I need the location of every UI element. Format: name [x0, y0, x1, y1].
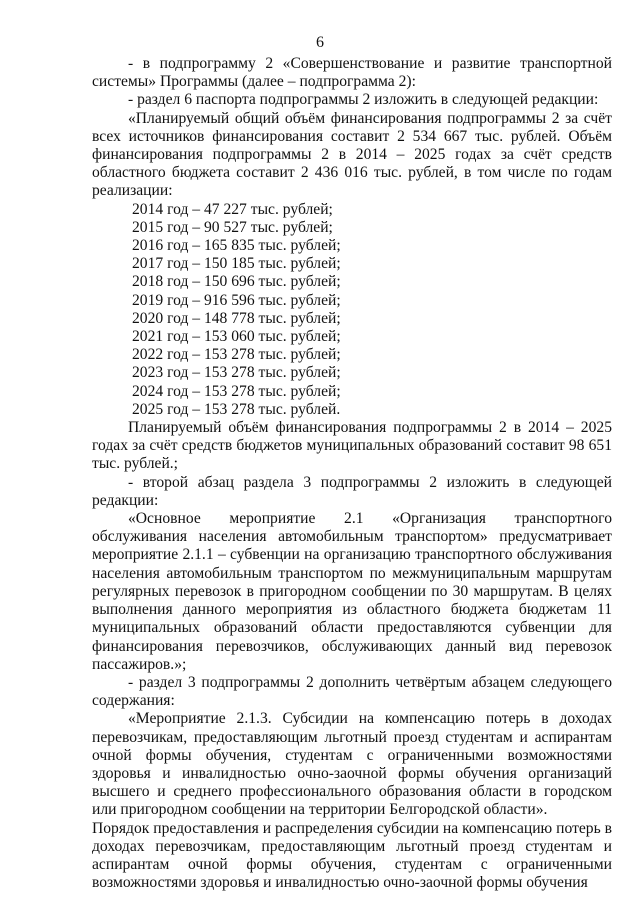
year-item: 2025 год – 153 278 тыс. рублей.: [132, 400, 341, 418]
year-item: 2019 год – 916 596 тыс. рублей;: [132, 291, 341, 309]
paragraph-section-3-fourth: - раздел 3 подпрограммы 2 дополнить четвёртым абзацем следующего содержания:: [92, 673, 612, 710]
paragraph-activity-2-1-3: «Мероприятие 2.1.3. Субсидии на компенсацию потерь в доходах перевозчикам, предоставляющим льготный проезд студентам и аспирантам очной формы обучения, студентам с ограниченными возможностями здоровья и инвалидностью очно-заочной формы обучения организаций высшего и среднего профессионального образования области в городском или пригородном сообщении на территории Белгородской области».: [92, 710, 612, 819]
paragraph-municipal-financing: Планируемый объём финансирования подпрограммы 2 в 2014 – 2025 годах за счёт средств бюджетов муниципальных образований составит 98 651 тыс. рублей.;: [92, 419, 612, 473]
paragraph-subprogram-2: - в подпрограмму 2 «Совершенствование и развитие транспортной системы» Программы (далее – подпрограмма 2):: [92, 55, 612, 91]
year-item: 2016 год – 165 835 тыс. рублей;: [132, 237, 341, 255]
paragraph-financing-total: «Планируемый общий объём финансирования подпрограммы 2 за счёт всех источников финансирования составит 2 534 667 тыс. рублей. Объём финансирования подпрограммы 2 в 2014 – 2025 годах за счёт средств областного бюджета составит 2 436 016 тыс. рублей, в том числе по годам реализации:: [92, 109, 612, 200]
year-item: 2017 год – 150 185 тыс. рублей;: [132, 255, 341, 273]
document-body: [92, 55, 612, 892]
year-item: 2023 год – 153 278 тыс. рублей;: [132, 364, 341, 382]
page-number: 6: [316, 34, 324, 51]
year-item: 2024 год – 153 278 тыс. рублей;: [132, 382, 341, 400]
paragraph-subsidy-procedure: Порядок предоставления и распределения субсидии на компенсацию потерь в доходах перевозчикам, предоставляющим льготный проезд студентам и аспирантам очной формы обучения, студентам с ограниченными возможностями здоровья и инвалидностью очно-заочной формы обучения: [92, 819, 612, 892]
paragraph-section-3-second: - второй абзац раздела 3 подпрограммы 2 изложить в следующей редакции:: [92, 473, 612, 509]
years-list: [92, 201, 612, 419]
year-item: 2018 год – 150 696 тыс. рублей;: [132, 273, 341, 291]
year-item: 2020 год – 148 778 тыс. рублей;: [132, 309, 341, 327]
paragraph-main-activity-2-1: «Основное мероприятие 2.1 «Организация транспортного обслуживания населения автомобильным транспортом» предусматривает мероприятие 2.1.1 – субвенции на организацию транспортного обслуживания населения автомобильным транспортом по межмуниципальным маршрутам регулярных перевозок в пригородном сообщении по 30 маршрутам. В целях выполнения данного мероприятия из областного бюджета бюджетам 11 муниципальных образований области предоставляются субвенции для финансирования перевозчиков, обслуживающих данный вид перевозок пассажиров.»;: [92, 510, 612, 673]
year-item: 2014 год – 47 227 тыс. рублей;: [132, 200, 333, 218]
paragraph-section-6: - раздел 6 паспорта подпрограммы 2 изложить в следующей редакции:: [128, 91, 599, 109]
year-item: 2021 год – 153 060 тыс. рублей;: [132, 328, 341, 346]
year-item: 2022 год – 153 278 тыс. рублей;: [132, 346, 341, 364]
year-item: 2015 год – 90 527 тыс. рублей;: [132, 218, 333, 236]
